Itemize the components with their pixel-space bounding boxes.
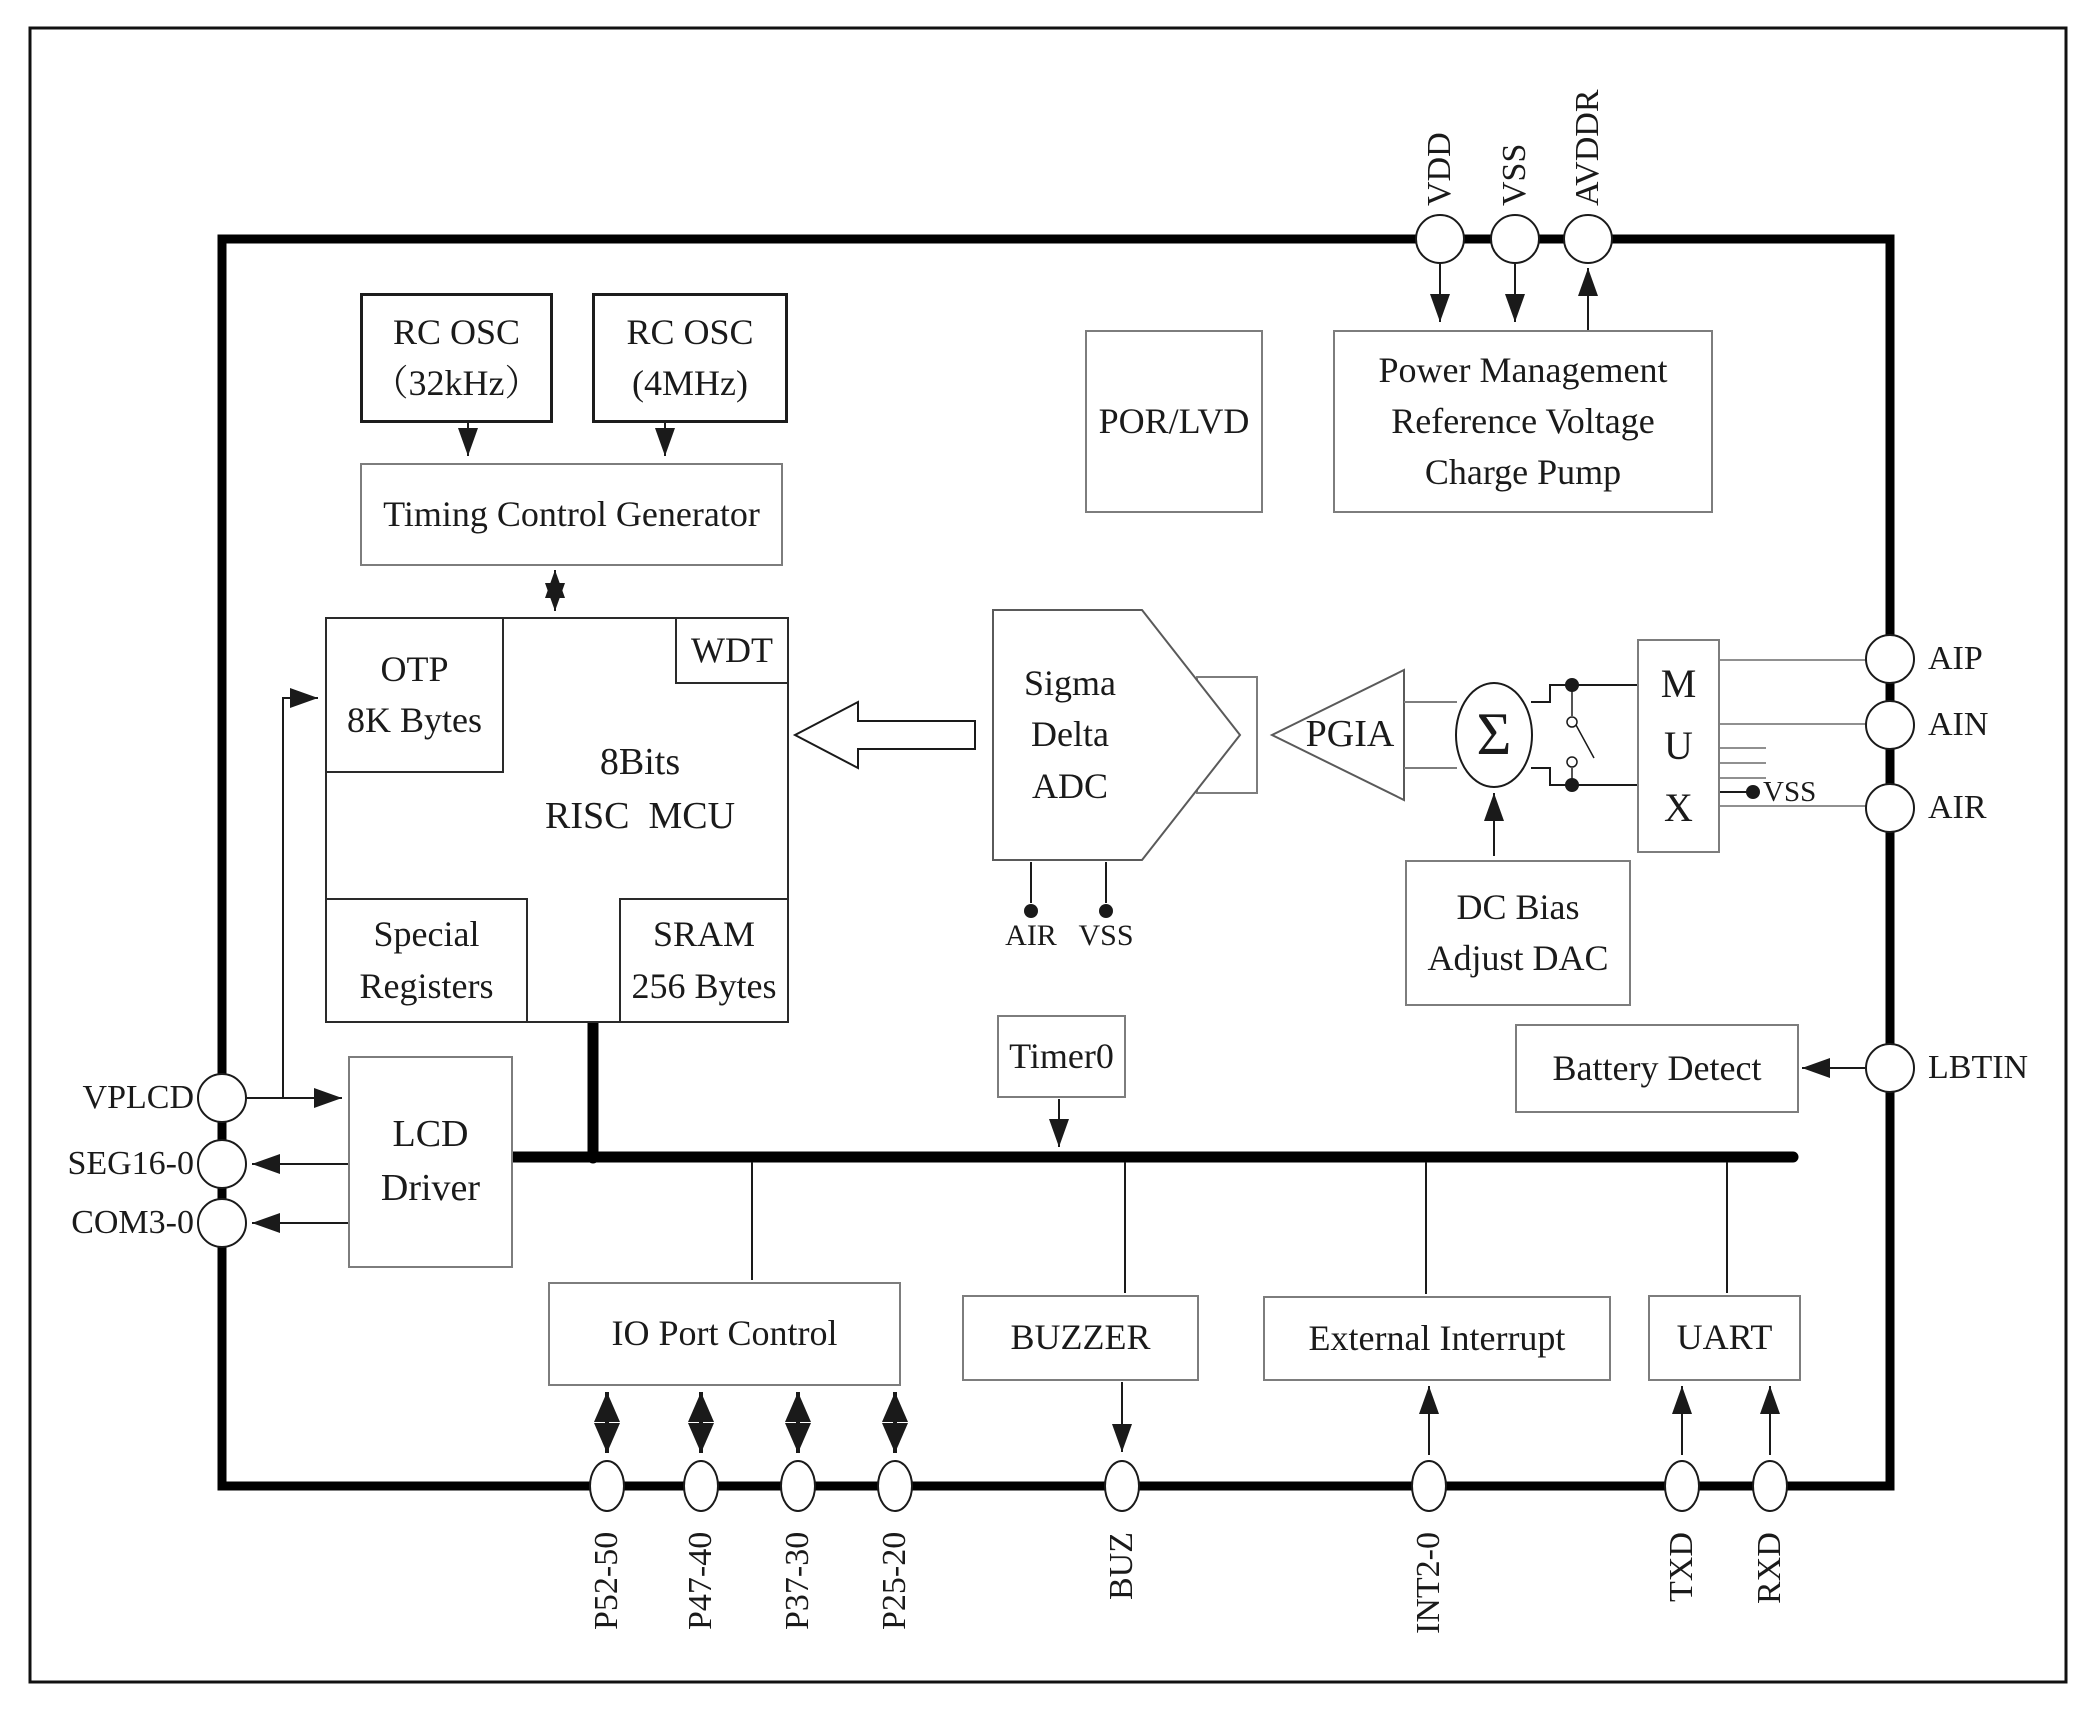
special-line2: Registers bbox=[359, 965, 494, 1006]
buzzer-label: BUZZER bbox=[1010, 1317, 1151, 1358]
block-uart bbox=[1648, 1295, 1801, 1381]
mux-line1: M bbox=[1660, 661, 1697, 706]
summer-switch-bottom-line bbox=[1531, 768, 1637, 785]
pin-p37 bbox=[781, 1461, 815, 1511]
pgia-label: PGIA bbox=[1305, 713, 1395, 756]
risc-mcu-line2: RISC MCU bbox=[544, 795, 736, 837]
mux-vss-text: VSS bbox=[1763, 775, 1817, 808]
pin-txd bbox=[1665, 1461, 1699, 1511]
rc-osc-4m-line1: RC OSC bbox=[626, 311, 754, 352]
switch-top-node-dot bbox=[1565, 678, 1579, 692]
adc-ref-air-text: AIR bbox=[1005, 919, 1057, 952]
block-mux bbox=[1637, 639, 1720, 853]
pin-label-aip: AIP bbox=[1928, 640, 1983, 677]
switch-bottom-node-dot bbox=[1565, 778, 1579, 792]
block-sram bbox=[619, 898, 789, 1023]
pin-label-p47: P47-40 bbox=[682, 1532, 719, 1631]
pin-label-txd: TXD bbox=[1663, 1532, 1700, 1602]
pin-label-vdd: VDD bbox=[1421, 132, 1458, 206]
pin-lbtin bbox=[1866, 1044, 1914, 1092]
adc-vss-dot bbox=[1099, 904, 1113, 918]
adc-air-dot bbox=[1024, 904, 1038, 918]
pin-label-p25: P25-20 bbox=[876, 1532, 913, 1631]
timing-control-label: Timing Control Generator bbox=[383, 493, 760, 534]
pin-label-com: COM3-0 bbox=[71, 1204, 194, 1241]
pin-rxd bbox=[1753, 1461, 1787, 1511]
mux-line3: X bbox=[1664, 785, 1693, 830]
otp-line2: 8K Bytes bbox=[347, 700, 482, 740]
summer-symbol bbox=[1456, 700, 1532, 770]
pin-vss bbox=[1491, 215, 1539, 263]
pin-seg bbox=[198, 1140, 246, 1188]
adc-line1: Sigma bbox=[1023, 663, 1116, 704]
pin-label-vss: VSS bbox=[1496, 143, 1533, 206]
pin-p25 bbox=[878, 1461, 912, 1511]
pin-com bbox=[198, 1199, 246, 1247]
mux-line2: U bbox=[1664, 723, 1693, 768]
risc-mcu-title bbox=[495, 710, 785, 870]
rc-osc-4m-line2: (4MHz) bbox=[632, 363, 748, 403]
battery-label: Battery Detect bbox=[1552, 1047, 1762, 1088]
block-buzzer bbox=[962, 1295, 1199, 1381]
pin-label-ain: AIN bbox=[1928, 706, 1989, 743]
pin-label-vplcd: VPLCD bbox=[82, 1079, 194, 1116]
pin-avddr bbox=[1564, 215, 1612, 263]
lcd-line1: LCD bbox=[392, 1113, 469, 1156]
pin-label-air: AIR bbox=[1928, 789, 1987, 826]
summer-label: Σ bbox=[1476, 701, 1512, 768]
power-line1: Power Management bbox=[1378, 349, 1668, 390]
timer0-label: Timer0 bbox=[1009, 1035, 1114, 1076]
block-por-lvd bbox=[1085, 330, 1263, 513]
block-battery-detect bbox=[1515, 1024, 1799, 1113]
risc-mcu-line1: 8Bits bbox=[599, 741, 681, 784]
sram-line1: SRAM bbox=[652, 914, 756, 955]
dcbias-line2: Adjust DAC bbox=[1427, 938, 1609, 978]
mux-vss-label bbox=[1763, 774, 1843, 810]
block-power-management bbox=[1333, 330, 1713, 513]
block-wdt bbox=[675, 617, 789, 684]
pin-p47 bbox=[684, 1461, 718, 1511]
pin-label-buz: BUZ bbox=[1103, 1532, 1140, 1600]
pin-vdd bbox=[1416, 215, 1464, 263]
pin-label-seg: SEG16-0 bbox=[67, 1145, 194, 1182]
block-dc-bias-dac bbox=[1405, 860, 1631, 1006]
switch-lever bbox=[1576, 725, 1594, 758]
wdt-label: WDT bbox=[691, 629, 773, 670]
adc-line3: ADC bbox=[1031, 765, 1108, 806]
block-timing-control-generator bbox=[360, 463, 783, 566]
pgia-title bbox=[1296, 712, 1404, 758]
rc-osc-32k-line1: RC OSC bbox=[392, 311, 521, 352]
power-line2: Reference Voltage bbox=[1391, 400, 1655, 441]
pin-aip bbox=[1866, 635, 1914, 683]
lcd-line2: Driver bbox=[380, 1167, 481, 1209]
adc-ref-label-vss bbox=[1066, 918, 1146, 954]
block-timer0 bbox=[997, 1015, 1126, 1098]
io-port-label: IO Port Control bbox=[611, 1313, 838, 1354]
pin-label-p52: P52-50 bbox=[588, 1532, 625, 1631]
por-lvd-label: POR/LVD bbox=[1098, 400, 1250, 441]
pin-air bbox=[1866, 784, 1914, 832]
sigma-delta-adc-title bbox=[995, 655, 1145, 815]
pin-int bbox=[1412, 1461, 1446, 1511]
dcbias-line1: DC Bias bbox=[1456, 886, 1580, 927]
summer-switch-top-line bbox=[1531, 685, 1637, 702]
pin-label-int: INT2-0 bbox=[1410, 1532, 1447, 1634]
adc-ref-label-air bbox=[991, 918, 1071, 954]
adc-line2: Delta bbox=[1031, 714, 1109, 755]
pin-buz bbox=[1105, 1461, 1139, 1511]
adc-to-mcu-hollow-arrow bbox=[795, 702, 975, 768]
rc-osc-32k-line2: （32kHz） bbox=[372, 363, 541, 403]
pin-vplcd bbox=[198, 1074, 246, 1122]
pin-label-lbtin: LBTIN bbox=[1928, 1049, 2029, 1086]
switch-bottom-contact bbox=[1567, 757, 1577, 767]
block-lcd-driver bbox=[348, 1056, 513, 1268]
mux-vss-dot bbox=[1746, 785, 1760, 799]
pin-label-avddr: AVDDR bbox=[1569, 89, 1606, 206]
special-line1: Special bbox=[373, 914, 480, 955]
block-external-interrupt bbox=[1263, 1296, 1611, 1381]
block-rc-osc-4m bbox=[592, 293, 788, 423]
block-special-registers bbox=[325, 898, 528, 1023]
uart-label: UART bbox=[1676, 1317, 1773, 1358]
pin-ain bbox=[1866, 701, 1914, 749]
block-io-port-control bbox=[548, 1282, 901, 1386]
otp-line1: OTP bbox=[380, 648, 449, 689]
pin-label-p37: P37-30 bbox=[779, 1532, 816, 1631]
sram-line2: 256 Bytes bbox=[631, 965, 777, 1006]
pin-p52 bbox=[590, 1461, 624, 1511]
otp-feed-line bbox=[283, 698, 318, 1098]
block-otp bbox=[325, 617, 504, 773]
power-line3: Charge Pump bbox=[1424, 452, 1622, 493]
pin-label-rxd: RXD bbox=[1751, 1532, 1788, 1604]
adc-ref-vss-text: VSS bbox=[1078, 919, 1134, 952]
block-rc-osc-32k bbox=[360, 293, 553, 423]
ext-int-label: External Interrupt bbox=[1308, 1317, 1566, 1358]
